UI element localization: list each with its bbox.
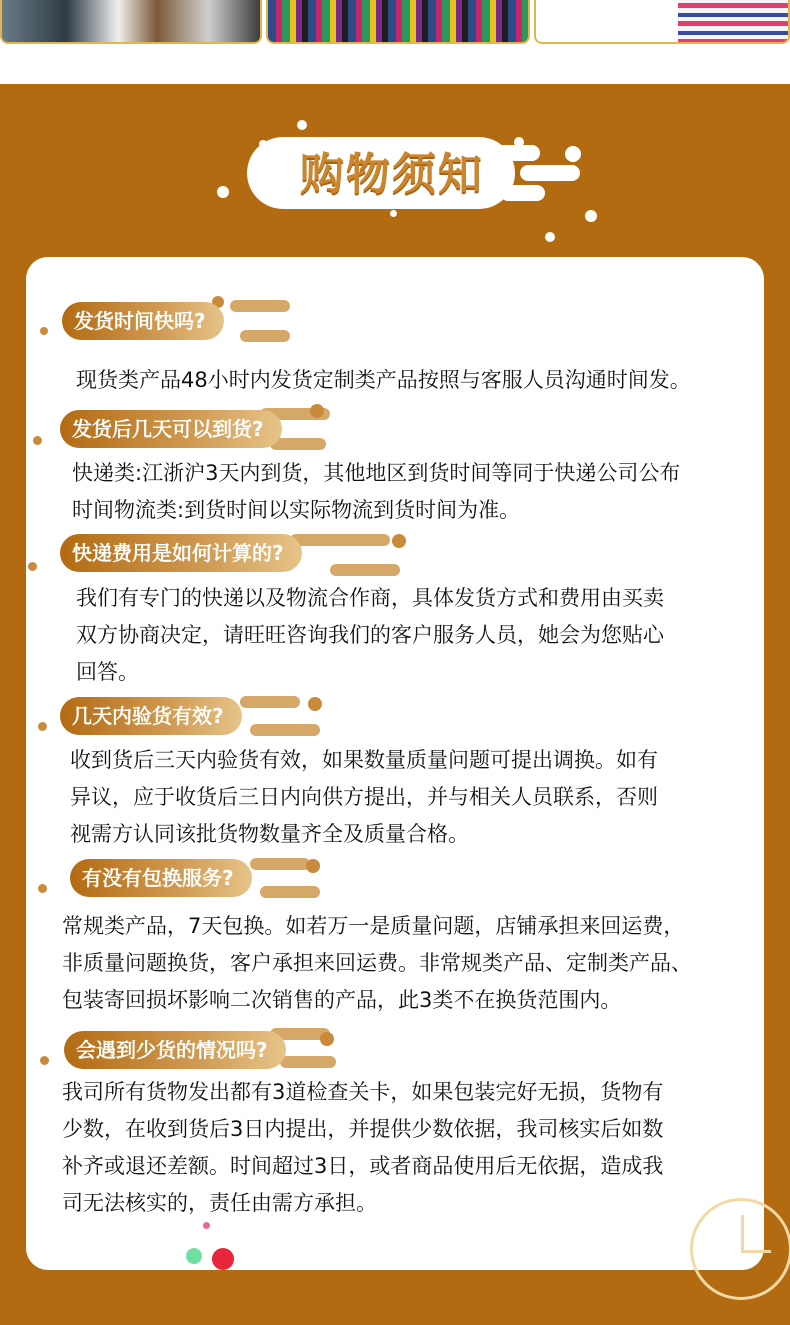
page-title: 购物须知 xyxy=(300,149,484,200)
faq-answer: 我司所有货物发出都有3道检查关卡，如果包装完好无损，货物有 少数，在收到货后3日内提出，并提供少数依据，我司核实后如数 补齐或退还差额。时间超过3日，或者商品使用后无依据，造成我 司无法核实的，责任由需方承担。 xyxy=(62,1080,664,1215)
clock-icon xyxy=(690,1198,790,1300)
store-photo-2 xyxy=(266,0,530,44)
store-photo-1 xyxy=(0,0,262,44)
store-photo-3 xyxy=(534,0,790,44)
faq-question: 几天内验货有效? xyxy=(60,697,242,735)
faq-question: 发货时间快吗? xyxy=(62,302,224,340)
decor-dot-green xyxy=(186,1248,202,1264)
faq-question: 发货后几天可以到货? xyxy=(60,410,282,448)
faq-answer: 我们有专门的快递以及物流合作商，具体发货方式和费用由买卖 双方协商决定，请旺旺咨询我们的客户服务人员，她会为您贴心 回答。 xyxy=(76,586,664,684)
faq-answer: 快递类:江浙沪3天内到货，其他地区到货时间等同于快递公司公布 时间物流类:到货时间以实际物流到货时间为准。 xyxy=(72,461,681,522)
faq-answer: 现货类产品48小时内发货定制类产品按照与客服人员沟通时间发。 xyxy=(76,368,691,392)
decor-dot-red xyxy=(212,1248,234,1270)
faq-question: 有没有包换服务? xyxy=(70,859,252,897)
faq-answer: 常规类产品，7天包换。如若万一是质量问题，店铺承担来回运费， 非质量问题换货，客户承担来回运费。非常规类产品、定制类产品、 包装寄回损坏影响二次销售的产品，此3类不在换货范围内。 xyxy=(62,914,692,1012)
photo-strip xyxy=(0,0,790,48)
faq-answer: 收到货后三天内验货有效，如果数量质量问题可提出调换。如有 异议，应于收货后三日内向供方提出，并与相关人员联系，否则 视需方认同该批货物数量齐全及质量合格。 xyxy=(70,748,658,846)
faq-question: 快递费用是如何计算的? xyxy=(60,534,302,572)
faq-question: 会遇到少货的情况吗? xyxy=(64,1031,286,1069)
decor-dot-pink xyxy=(203,1222,210,1229)
